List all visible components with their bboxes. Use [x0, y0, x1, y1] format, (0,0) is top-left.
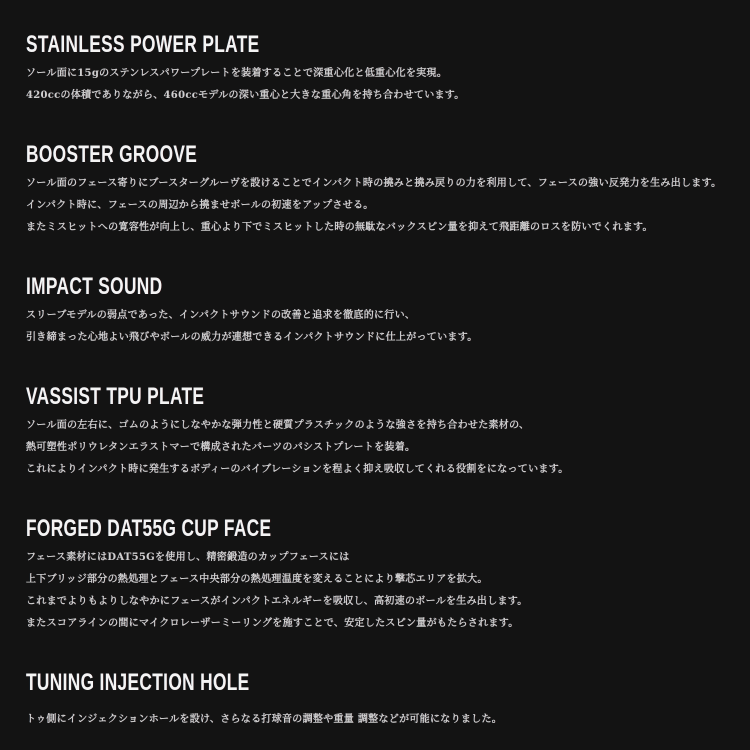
feature-section — [26, 671, 750, 731]
section-body — [26, 173, 750, 239]
section-title: VASSIST TPU PLATE — [26, 383, 205, 410]
feature-section — [26, 33, 750, 107]
section-body — [26, 305, 750, 349]
feature-sections — [26, 33, 750, 731]
section-paragraph: これまでよりもよりしなやかにフェースがインパクトエネルギーを吸収し、高初速のボールを生み出します。 — [26, 596, 528, 607]
section-paragraph: 上下ブリッジ部分の熱処理とフェース中央部分の熱処理温度を変えることにより撃芯エリアを拡大。 — [26, 574, 488, 585]
feature-section — [26, 385, 750, 481]
section-body — [26, 547, 750, 635]
section-paragraph: またミスヒットへの寛容性が向上し、重心より下でミスヒットした時の無駄なバックスピン量を抑えて飛距離のロスを防いでくれます。 — [26, 222, 653, 233]
section-paragraph: 引き締まった心地よい飛びやボールの威力が連想できるインパクトサウンドに仕上がっています。 — [26, 332, 478, 343]
section-paragraph: ソール面に15gのステンレスパワープレートを装着することで深重心化と低重心化を実現。 — [26, 68, 448, 79]
section-paragraph: 熱可塑性ポリウレタンエラストマーで構成されたパーツのパシストプレートを装着。 — [26, 442, 416, 453]
section-paragraph: ソール面のフェース寄りにブースターグルーヴを設けることでインパクト時の撓みと撓み戻りの力を利用して、フェースの強い反発力を生み出します。 — [26, 178, 722, 189]
section-paragraph: ソール面の左右に、ゴムのようにしなやかな弾力性と硬質プラスチックのような強さを持ち合わせた素材の、 — [26, 420, 530, 431]
section-title: TUNING INJECTION HOLE — [26, 669, 250, 696]
section-paragraph: またスコアラインの間にマイクロレーザーミーリングを施すことで、安定したスピン量がもたらされます。 — [26, 618, 519, 629]
section-title: BOOSTER GROOVE — [26, 141, 198, 168]
section-body — [26, 415, 750, 481]
section-paragraph: 420ccの体積でありながら、460ccモデルの深い重心と大きな重心角を持ち合わせています。 — [26, 90, 465, 101]
section-title: FORGED DAT55G CUP FACE — [26, 515, 272, 542]
section-paragraph: インパクト時に、フェースの周辺から撓ませボールの初速をアップさせる。 — [26, 200, 374, 211]
section-body — [26, 709, 750, 731]
section-paragraph: トゥ側にインジェクションホールを設け、さらなる打球音の調整や重量 調整などが可能になりました。 — [26, 714, 503, 725]
feature-section — [26, 143, 750, 239]
section-title: STAINLESS POWER PLATE — [26, 31, 260, 58]
section-title: IMPACT SOUND — [26, 273, 163, 300]
section-body — [26, 63, 750, 107]
section-paragraph: スリーブモデルの弱点であった、インパクトサウンドの改善と追求を徹底的に行い、 — [26, 310, 416, 321]
section-paragraph: これによりインパクト時に発生するボディーのバイブレーションを程よく抑え吸収してくれる役割をになっています。 — [26, 464, 569, 475]
feature-section — [26, 275, 750, 349]
section-paragraph: フェース素材にはDAT55Gを使用し、精密鍛造のカップフェースには — [26, 552, 350, 563]
feature-section — [26, 517, 750, 635]
